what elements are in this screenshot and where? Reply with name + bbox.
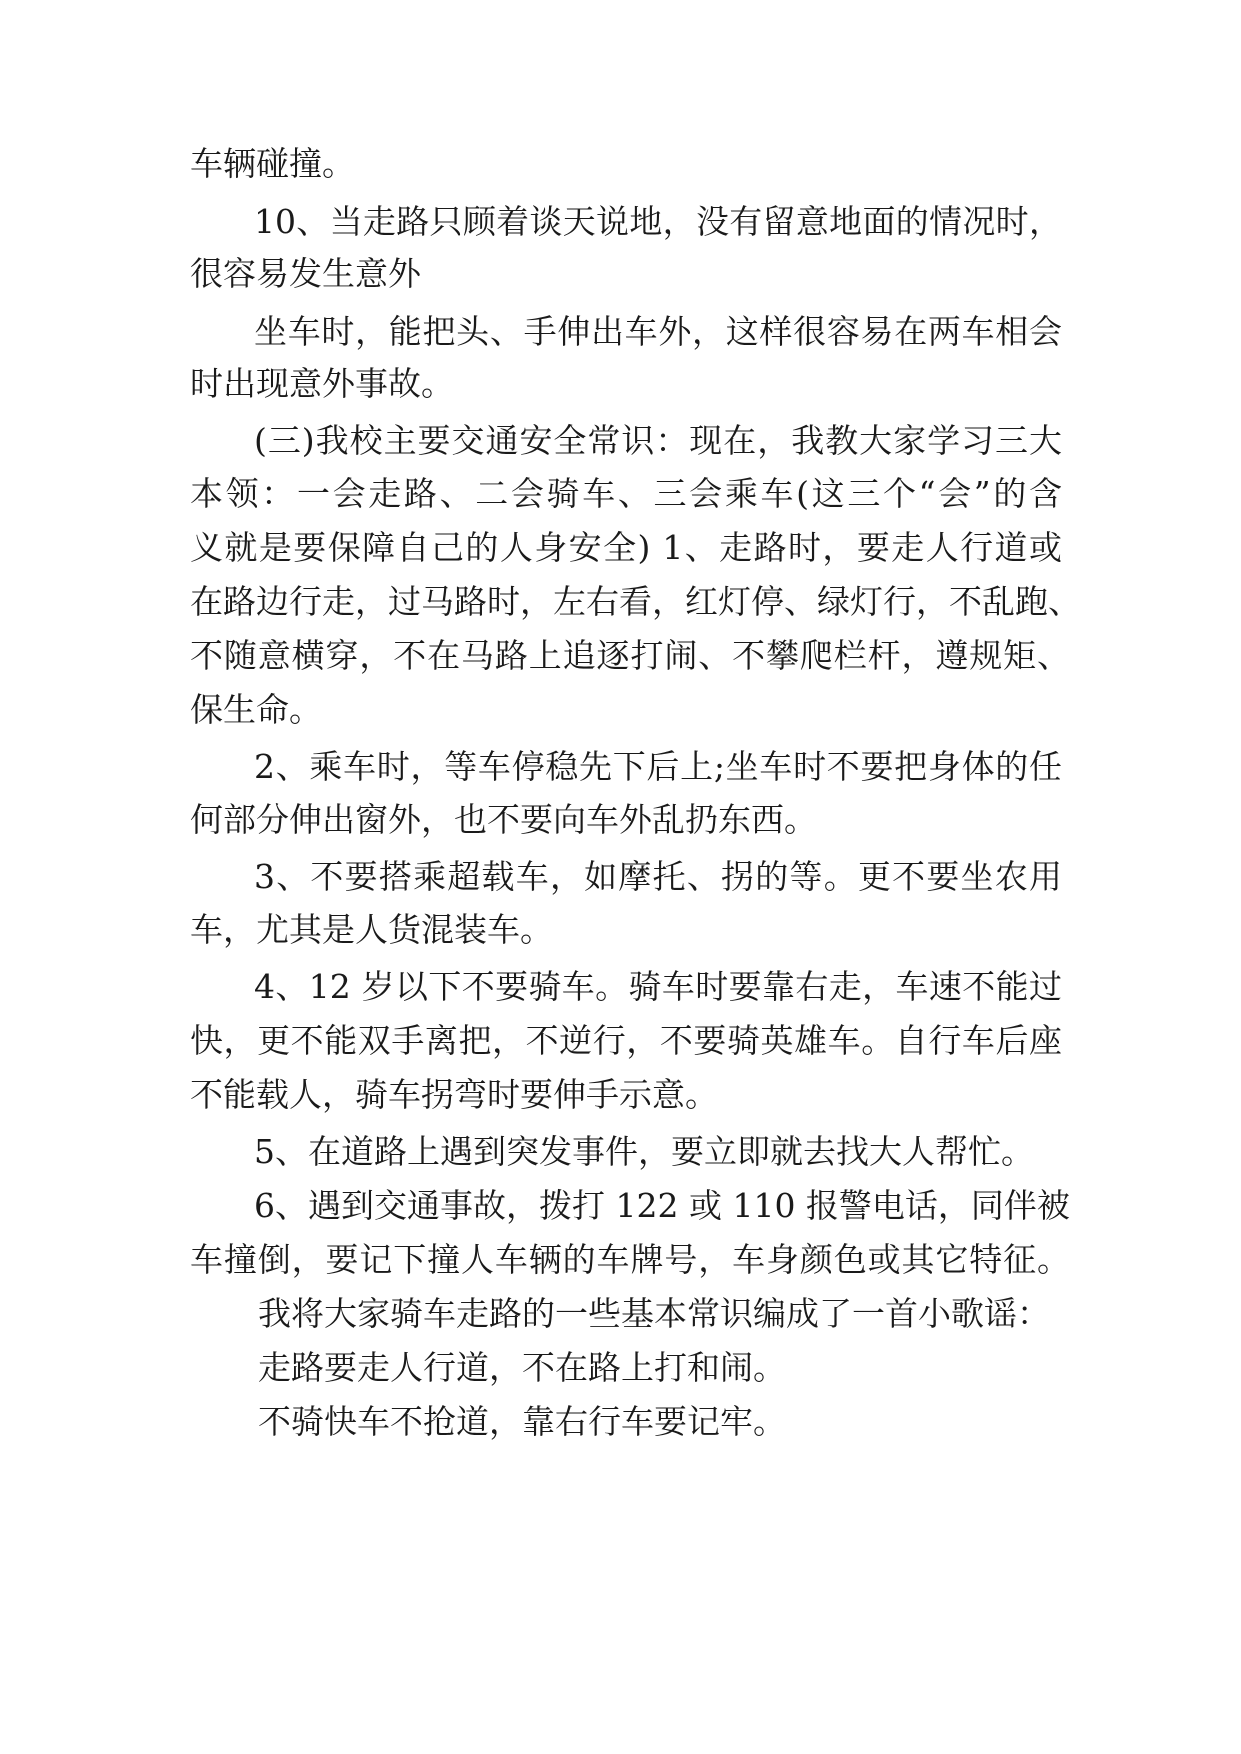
text-line: 不随意横穿，不在马路上追逐打闹、不攀爬栏杆，遵规矩、 xyxy=(190,636,1070,675)
text-line: 坐车时，能把头、手伸出车外，这样很容易在两车相会 xyxy=(254,312,1062,351)
text-line: 义就是要保障自己的人身安全) 1、走路时，要走人行道或 xyxy=(190,528,1062,567)
text-line: 何部分伸出窗外，也不要向车外乱扔东西。 xyxy=(190,800,817,839)
text-line: 5、在道路上遇到突发事件，要立即就去找大人帮忙。 xyxy=(254,1132,1034,1171)
text-line: 很容易发生意外 xyxy=(190,254,421,293)
text-line: 4、12 岁以下不要骑车。骑车时要靠右走，车速不能过 xyxy=(254,967,1062,1006)
text-line: 本领：一会走路、二会骑车、三会乘车(这三个“会”的含 xyxy=(190,474,1062,513)
text-line: 不能载人，骑车拐弯时要伸手示意。 xyxy=(190,1075,718,1114)
text-line: 6、遇到交通事故，拨打 122 或 110 报警电话，同伴被 xyxy=(254,1186,1070,1225)
text-line: 车撞倒，要记下撞人车辆的车牌号，车身颜色或其它特征。 xyxy=(190,1240,1070,1279)
text-line: 我将大家骑车走路的一些基本常识编成了一首小歌谣： xyxy=(258,1294,1050,1333)
text-line: 3、不要搭乘超载车，如摩托、拐的等。更不要坐农用 xyxy=(254,857,1062,896)
text-line: (三)我校主要交通安全常识：现在，我教大家学习三大 xyxy=(254,421,1062,460)
text-line: 不骑快车不抢道，靠右行车要记牢。 xyxy=(258,1402,786,1441)
text-line: 10、当走路只顾着谈天说地，没有留意地面的情况时， xyxy=(254,202,1062,241)
text-line: 车，尤其是人货混装车。 xyxy=(190,910,553,949)
text-line: 走路要走人行道，不在路上打和闹。 xyxy=(258,1348,786,1387)
text-line: 保生命。 xyxy=(190,690,322,729)
text-line: 快，更不能双手离把，不逆行，不要骑英雄车。自行车后座 xyxy=(190,1021,1062,1060)
text-line: 车辆碰撞。 xyxy=(190,144,355,183)
text-line: 2、乘车时，等车停稳先下后上;坐车时不要把身体的任 xyxy=(254,747,1062,786)
text-line: 在路边行走，过马路时，左右看，红灯停、绿灯行，不乱跑、 xyxy=(190,582,1081,621)
text-line: 时出现意外事故。 xyxy=(190,364,454,403)
